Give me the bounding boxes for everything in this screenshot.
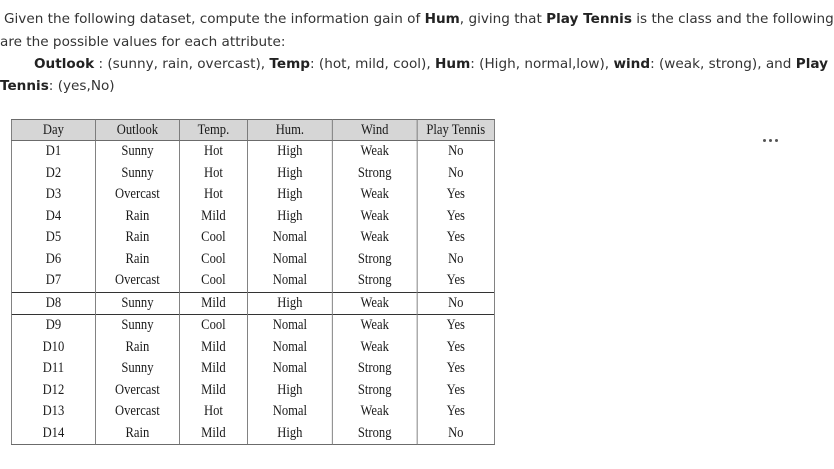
cell-hum: High xyxy=(247,163,332,185)
cell-hum: Nomal xyxy=(247,401,332,423)
cell-hum: High xyxy=(247,206,332,228)
cell-day: D3 xyxy=(11,184,95,206)
cell-play-tennis: No xyxy=(417,141,494,163)
table-row xyxy=(11,206,494,228)
cell-outlook: Rain xyxy=(95,337,179,359)
column-header-temp: Temp. xyxy=(179,120,247,141)
cell-day: D14 xyxy=(11,423,95,445)
cell-play-tennis: Yes xyxy=(417,358,494,380)
cell-play-tennis: Yes xyxy=(417,401,494,423)
cell-play-tennis: Yes xyxy=(417,227,494,249)
cell-temp: Mild xyxy=(179,423,247,445)
cell-temp: Hot xyxy=(179,163,247,185)
cell-play-tennis: Yes xyxy=(417,337,494,359)
table-row xyxy=(11,380,494,402)
table-row xyxy=(11,401,494,423)
cell-wind: Weak xyxy=(332,184,417,206)
dot xyxy=(775,139,778,142)
cell-outlook: Rain xyxy=(95,206,179,228)
cell-day: D10 xyxy=(11,337,95,359)
cell-outlook: Sunny xyxy=(95,141,179,163)
cell-day: D7 xyxy=(11,270,95,292)
cell-temp: Cool xyxy=(179,315,247,337)
hum-term: Hum xyxy=(424,11,460,27)
column-header-play-tennis: Play Tennis xyxy=(417,120,494,141)
table-row xyxy=(11,270,494,292)
cell-play-tennis: No xyxy=(417,292,494,315)
question-text: Given the following dataset, compute the information gain of xyxy=(4,11,425,27)
dataset-table xyxy=(11,119,495,445)
question-line-1 xyxy=(4,10,834,28)
cell-temp: Cool xyxy=(179,249,247,271)
cell-day: D12 xyxy=(11,380,95,402)
cell-hum: Nomal xyxy=(247,249,332,271)
cell-play-tennis: Yes xyxy=(417,315,494,337)
cell-day: D6 xyxy=(11,249,95,271)
cell-wind: Strong xyxy=(332,249,417,271)
cell-wind: Weak xyxy=(332,401,417,423)
table-row xyxy=(11,184,494,206)
question-text: : (yes,No) xyxy=(48,78,115,94)
cell-temp: Hot xyxy=(179,401,247,423)
cell-wind: Weak xyxy=(332,337,417,359)
cell-temp: Hot xyxy=(179,141,247,163)
cell-outlook: Sunny xyxy=(95,292,179,315)
cell-hum: Nomal xyxy=(247,337,332,359)
cell-outlook: Overcast xyxy=(95,184,179,206)
cell-day: D13 xyxy=(11,401,95,423)
cell-wind: Strong xyxy=(332,380,417,402)
table-row xyxy=(11,292,494,315)
cell-temp: Mild xyxy=(179,206,247,228)
cell-hum: High xyxy=(247,184,332,206)
cell-temp: Cool xyxy=(179,270,247,292)
table-row xyxy=(11,227,494,249)
cell-day: D2 xyxy=(11,163,95,185)
cell-outlook: Overcast xyxy=(95,380,179,402)
cell-temp: Mild xyxy=(179,380,247,402)
cell-outlook: Rain xyxy=(95,227,179,249)
outlook-term: Outlook xyxy=(34,56,95,72)
question-text: : (hot, mild, cool), xyxy=(310,56,436,72)
cell-temp: Mild xyxy=(179,292,247,315)
play-tennis-term: Play Tennis xyxy=(546,11,632,27)
cell-day: D8 xyxy=(11,292,95,315)
column-header-hum: Hum. xyxy=(247,120,332,141)
table-row xyxy=(11,337,494,359)
cell-day: D5 xyxy=(11,227,95,249)
column-header-day: Day xyxy=(11,120,95,141)
cell-play-tennis: Yes xyxy=(417,184,494,206)
header-row xyxy=(11,120,494,141)
question-text: are the possible values for each attribute: xyxy=(0,34,286,50)
table-row xyxy=(11,141,494,163)
cell-wind: Weak xyxy=(332,141,417,163)
cell-wind: Weak xyxy=(332,206,417,228)
table-row xyxy=(11,358,494,380)
cell-temp: Mild xyxy=(179,337,247,359)
cell-day: D1 xyxy=(11,141,95,163)
table-row xyxy=(11,315,494,337)
cell-wind: Strong xyxy=(332,423,417,445)
cell-wind: Weak xyxy=(332,227,417,249)
cell-day: D9 xyxy=(11,315,95,337)
more-horizontal-icon[interactable] xyxy=(760,134,780,146)
table-row xyxy=(11,163,494,185)
cell-outlook: Sunny xyxy=(95,358,179,380)
cell-outlook: Sunny xyxy=(95,163,179,185)
cell-day: D4 xyxy=(11,206,95,228)
dot xyxy=(769,139,772,142)
wind-term: wind xyxy=(613,56,651,72)
cell-wind: Strong xyxy=(332,270,417,292)
cell-day: D11 xyxy=(11,358,95,380)
question-text: , giving that xyxy=(459,11,547,27)
tennis-term: Tennis xyxy=(0,78,49,94)
column-header-wind: Wind xyxy=(332,120,417,141)
table-row xyxy=(11,249,494,271)
cell-wind: Weak xyxy=(332,292,417,315)
cell-outlook: Overcast xyxy=(95,270,179,292)
cell-hum: Nomal xyxy=(247,270,332,292)
hum-term: Hum xyxy=(435,56,471,72)
cell-temp: Hot xyxy=(179,184,247,206)
question-text: : (High, normal,low), xyxy=(470,56,614,72)
question-line-2 xyxy=(0,33,285,51)
cell-play-tennis: No xyxy=(417,423,494,445)
table-row xyxy=(11,423,494,445)
cell-outlook: Sunny xyxy=(95,315,179,337)
cell-hum: High xyxy=(247,380,332,402)
cell-hum: High xyxy=(247,292,332,315)
dot xyxy=(763,139,766,142)
cell-hum: Nomal xyxy=(247,315,332,337)
cell-hum: High xyxy=(247,141,332,163)
cell-hum: Nomal xyxy=(247,227,332,249)
column-header-outlook: Outlook xyxy=(95,120,179,141)
cell-temp: Mild xyxy=(179,358,247,380)
temp-term: Temp xyxy=(269,56,310,72)
cell-play-tennis: No xyxy=(417,163,494,185)
play-term: Play xyxy=(795,56,828,72)
cell-play-tennis: Yes xyxy=(417,206,494,228)
cell-play-tennis: Yes xyxy=(417,380,494,402)
cell-play-tennis: Yes xyxy=(417,270,494,292)
cell-hum: Nomal xyxy=(247,358,332,380)
cell-play-tennis: No xyxy=(417,249,494,271)
cell-outlook: Rain xyxy=(95,249,179,271)
cell-wind: Strong xyxy=(332,163,417,185)
question-line-4 xyxy=(0,77,115,95)
question-line-3 xyxy=(34,55,828,73)
question-text: is the class and the following xyxy=(631,11,834,27)
question-text: : (weak, strong), and xyxy=(650,56,796,72)
cell-temp: Cool xyxy=(179,227,247,249)
cell-outlook: Rain xyxy=(95,423,179,445)
question-text: : (sunny, rain, overcast), xyxy=(94,56,270,72)
cell-wind: Strong xyxy=(332,358,417,380)
cell-hum: High xyxy=(247,423,332,445)
cell-outlook: Overcast xyxy=(95,401,179,423)
cell-wind: Weak xyxy=(332,315,417,337)
